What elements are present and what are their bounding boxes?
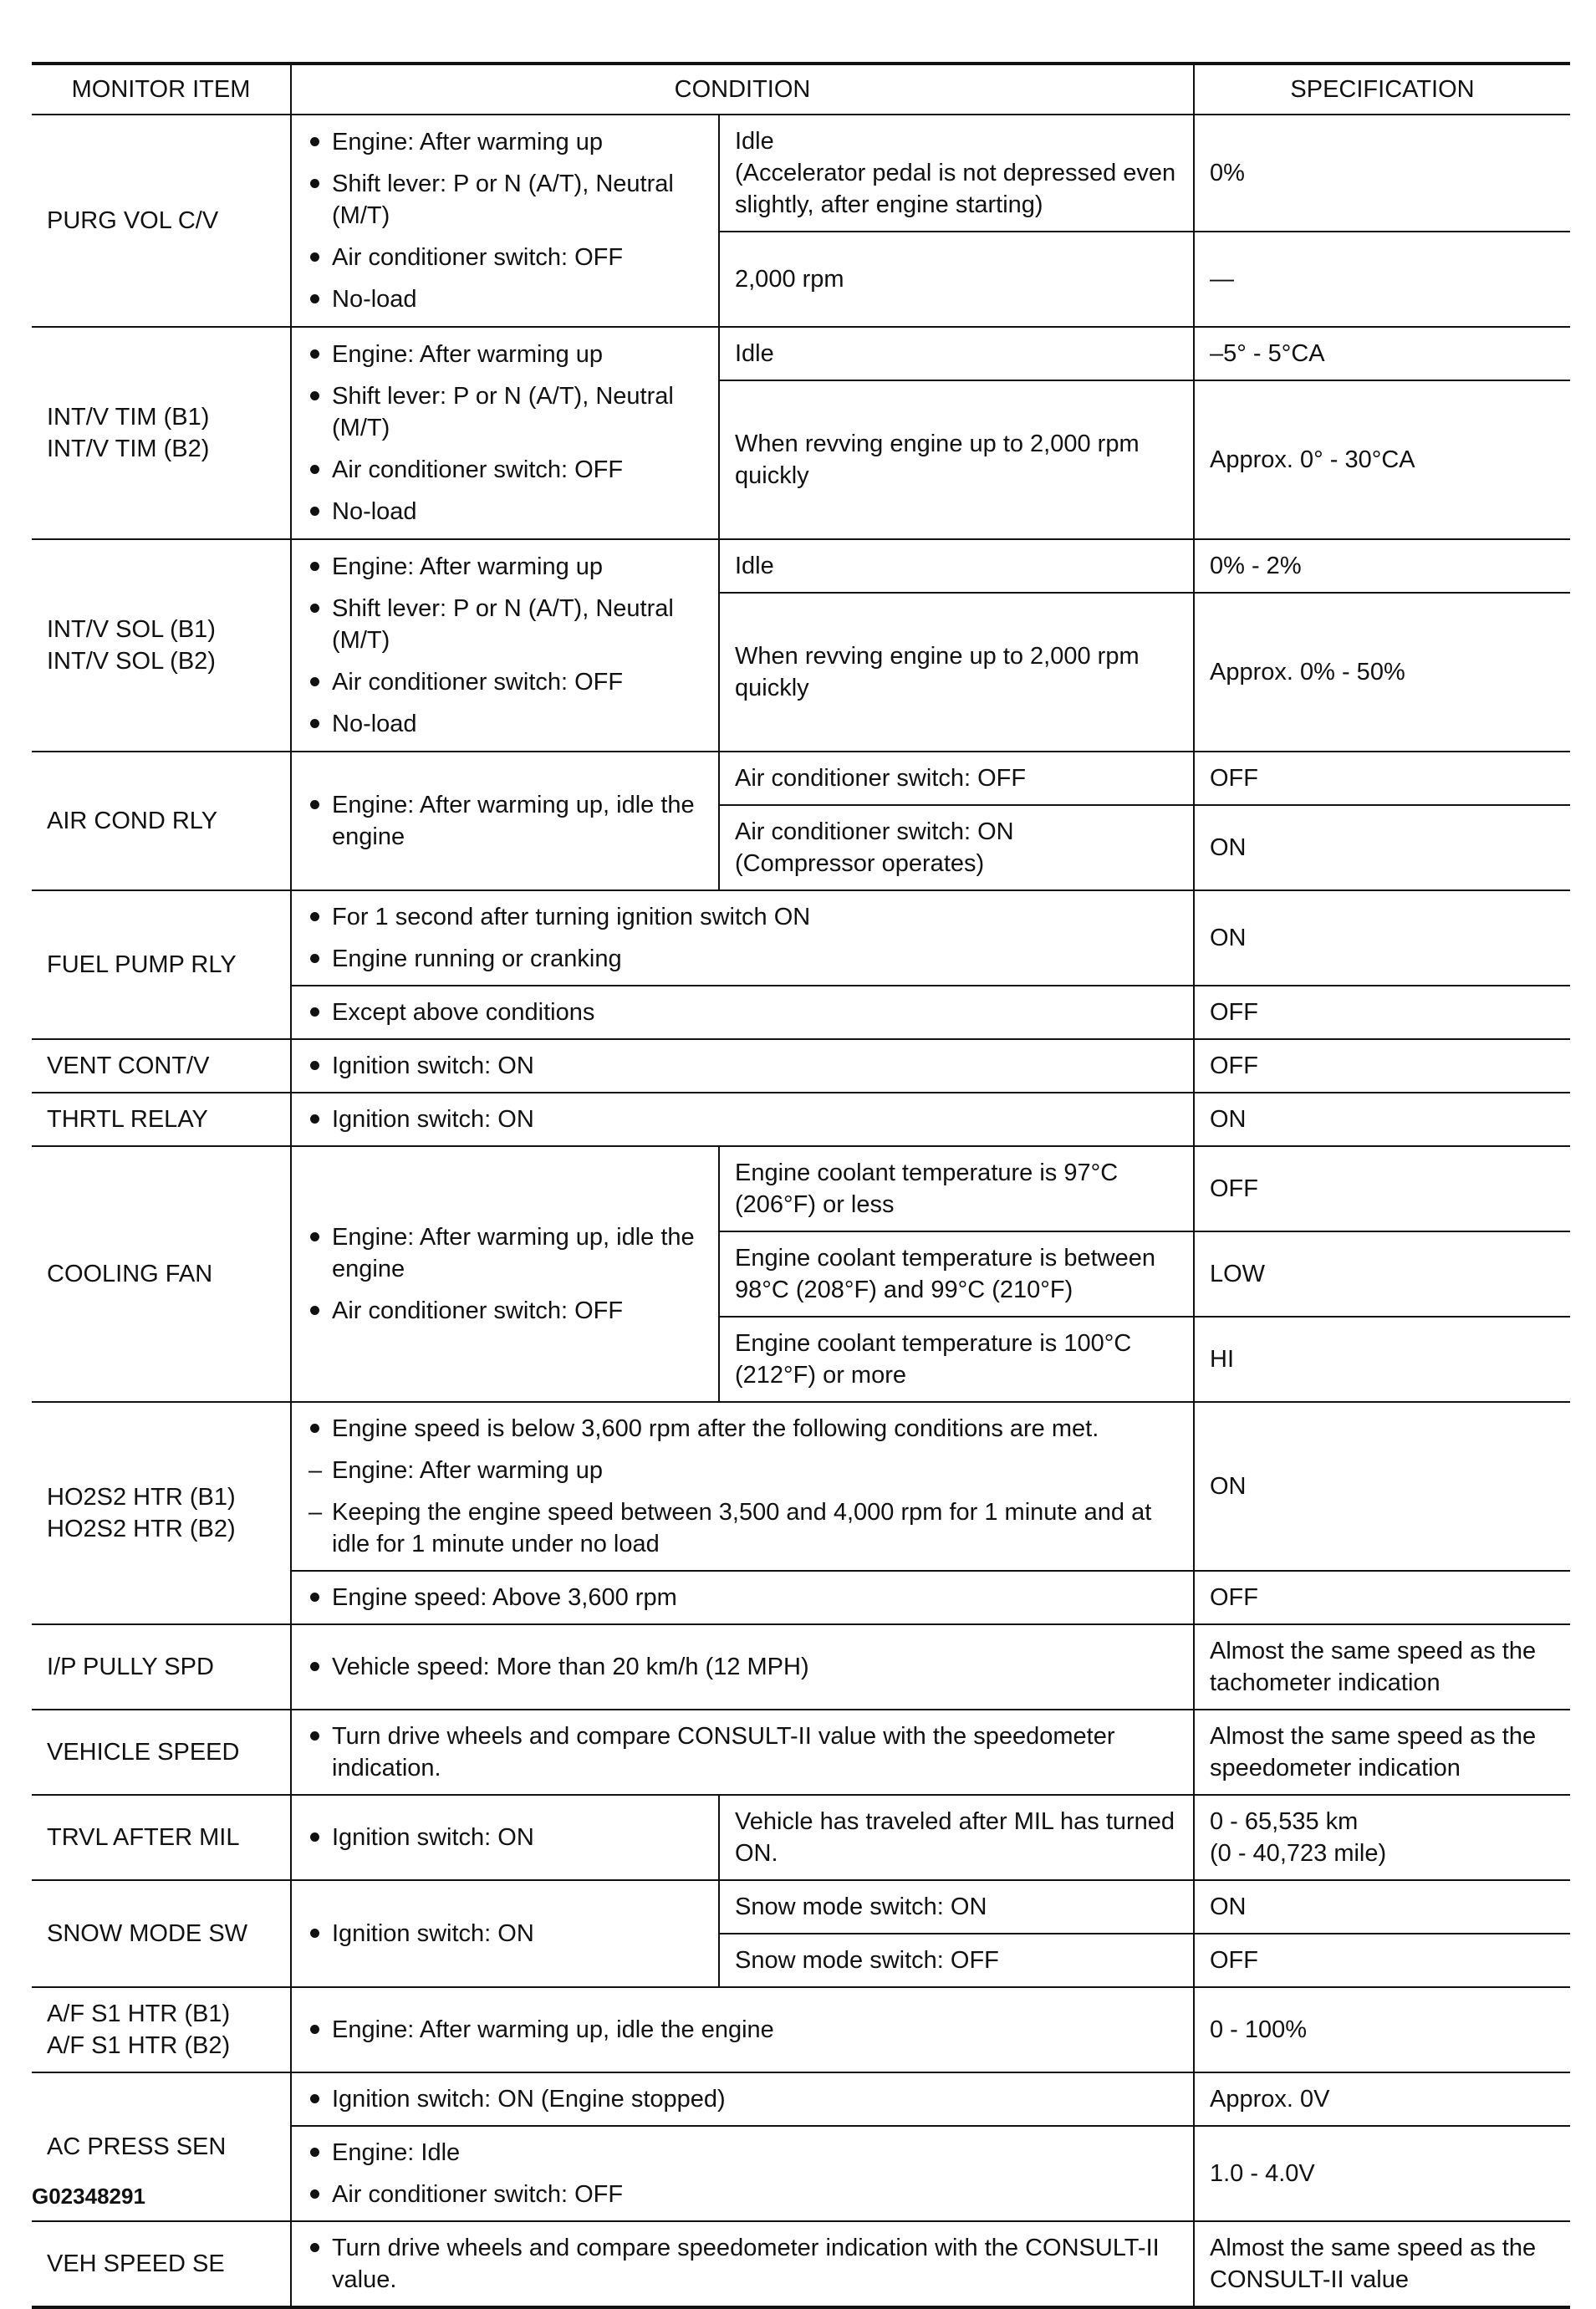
condition-bullet: Ignition switch: ON xyxy=(307,1822,703,1853)
condition-bullet: Engine: After warming up xyxy=(307,551,703,583)
condition-bullet: Shift lever: P or N (A/T), Neutral (M/T) xyxy=(307,380,703,444)
table-row xyxy=(32,752,1570,805)
sub-condition-cell: Idle xyxy=(719,539,1194,593)
condition-bullet: Engine speed: Above 3,600 rpm xyxy=(307,1582,1178,1613)
condition-bullet: Ignition switch: ON xyxy=(307,1918,703,1950)
condition-bullet: Engine: After warming up xyxy=(307,126,703,158)
table-row xyxy=(32,539,1570,593)
condition-dash-item: – Engine: After warming up xyxy=(307,1455,1178,1486)
sub-condition-cell: When revving engine up to 2,000 rpm quickly xyxy=(719,593,1194,752)
condition-cell xyxy=(291,986,1194,1039)
sub-condition-cell: Air conditioner switch: ON (Compressor operates) xyxy=(719,805,1194,890)
table-row xyxy=(32,1987,1570,2072)
table-row xyxy=(32,115,1570,232)
monitor-spec-table xyxy=(32,62,1570,2309)
sub-condition-cell: Snow mode switch: ON xyxy=(719,1880,1194,1934)
specification-cell: OFF xyxy=(1194,1039,1570,1093)
condition-bullet: Shift lever: P or N (A/T), Neutral (M/T) xyxy=(307,168,703,232)
condition-cell xyxy=(291,1093,1194,1146)
table-row xyxy=(32,1795,1570,1880)
condition-bullet: Ignition switch: ON xyxy=(307,1050,1178,1082)
monitor-item-cell: INT/V TIM (B1) INT/V TIM (B2) xyxy=(32,327,291,539)
sub-condition-cell: Engine coolant temperature is between 98°C (208°F) and 99°C (210°F) xyxy=(719,1231,1194,1317)
condition-cell xyxy=(291,2126,1194,2221)
condition-cell xyxy=(291,1402,1194,1571)
condition-cell xyxy=(291,1880,719,1987)
condition-bullet: Air conditioner switch: OFF xyxy=(307,1295,703,1327)
condition-bullet: Air conditioner switch: OFF xyxy=(307,666,703,698)
condition-bullet: Shift lever: P or N (A/T), Neutral (M/T) xyxy=(307,593,703,656)
condition-bullet: No-load xyxy=(307,283,703,315)
specification-cell: ON xyxy=(1194,1093,1570,1146)
header-condition: CONDITION xyxy=(291,64,1194,115)
condition-bullet: Ignition switch: ON (Engine stopped) xyxy=(307,2083,1178,2115)
specification-cell: Approx. 0% - 50% xyxy=(1194,593,1570,752)
condition-dash-item: – Keeping the engine speed between 3,500 and 4,000 rpm for 1 minute and at idle for 1 minute under no load xyxy=(307,1496,1178,1560)
condition-cell xyxy=(291,539,719,752)
condition-bullet: No-load xyxy=(307,496,703,528)
monitor-item-cell: VEH SPEED SE xyxy=(32,2221,291,2307)
table-header-row xyxy=(32,64,1570,115)
condition-bullet: Vehicle speed: More than 20 km/h (12 MPH) xyxy=(307,1651,1178,1683)
condition-cell xyxy=(291,1146,719,1402)
specification-cell: 0 - 65,535 km (0 - 40,723 mile) xyxy=(1194,1795,1570,1880)
condition-cell xyxy=(291,2221,1194,2307)
table-row xyxy=(32,1880,1570,1934)
specification-cell: HI xyxy=(1194,1317,1570,1402)
table-row xyxy=(32,1624,1570,1710)
condition-bullet: Engine speed is below 3,600 rpm after the following conditions are met. xyxy=(307,1413,1178,1445)
monitor-spec-table-page xyxy=(32,62,1570,2309)
specification-cell: –5° - 5°CA xyxy=(1194,327,1570,380)
monitor-item-cell: PURG VOL C/V xyxy=(32,115,291,327)
monitor-item-cell: A/F S1 HTR (B1) A/F S1 HTR (B2) xyxy=(32,1987,291,2072)
condition-cell xyxy=(291,1039,1194,1093)
condition-bullet: Engine: After warming up, idle the engine xyxy=(307,1221,703,1285)
condition-bullet: Air conditioner switch: OFF xyxy=(307,242,703,273)
specification-cell: ON xyxy=(1194,890,1570,986)
table-row xyxy=(32,1146,1570,1231)
specification-cell: LOW xyxy=(1194,1231,1570,1317)
condition-bullet: Engine: Idle xyxy=(307,2137,1178,2169)
sub-condition-cell: Snow mode switch: OFF xyxy=(719,1934,1194,1987)
table-row xyxy=(32,327,1570,380)
condition-cell xyxy=(291,1710,1194,1795)
monitor-item-cell: SNOW MODE SW xyxy=(32,1880,291,1987)
header-monitor-item: MONITOR ITEM xyxy=(32,64,291,115)
sub-condition-cell: Idle (Accelerator pedal is not depressed even slightly, after engine starting) xyxy=(719,115,1194,232)
specification-cell: ON xyxy=(1194,805,1570,890)
condition-cell xyxy=(291,327,719,539)
specification-cell: 0 - 100% xyxy=(1194,1987,1570,2072)
specification-cell: OFF xyxy=(1194,986,1570,1039)
specification-cell: 1.0 - 4.0V xyxy=(1194,2126,1570,2221)
table-row xyxy=(32,2072,1570,2126)
monitor-item-cell: VEHICLE SPEED xyxy=(32,1710,291,1795)
table-row xyxy=(32,1402,1570,1571)
monitor-item-cell: COOLING FAN xyxy=(32,1146,291,1402)
condition-bullet: Air conditioner switch: OFF xyxy=(307,2179,1178,2210)
specification-cell: OFF xyxy=(1194,752,1570,805)
table-row xyxy=(32,1710,1570,1795)
table-row xyxy=(32,2221,1570,2307)
condition-bullet: Turn drive wheels and compare speedometer indication with the CONSULT-II value. xyxy=(307,2232,1178,2296)
monitor-item-cell: AC PRESS SEN xyxy=(32,2072,291,2221)
specification-cell: Approx. 0° - 30°CA xyxy=(1194,380,1570,539)
monitor-item-cell: TRVL AFTER MIL xyxy=(32,1795,291,1880)
condition-cell xyxy=(291,1624,1194,1710)
specification-cell: Almost the same speed as the tachometer indication xyxy=(1194,1624,1570,1710)
specification-cell: ON xyxy=(1194,1880,1570,1934)
specification-cell: OFF xyxy=(1194,1934,1570,1987)
monitor-item-cell: I/P PULLY SPD xyxy=(32,1624,291,1710)
sub-condition-cell: 2,000 rpm xyxy=(719,232,1194,327)
monitor-item-cell: FUEL PUMP RLY xyxy=(32,890,291,1039)
condition-bullet: Engine running or cranking xyxy=(307,943,1178,975)
condition-cell xyxy=(291,2072,1194,2126)
condition-cell xyxy=(291,1795,719,1880)
condition-bullet: Air conditioner switch: OFF xyxy=(307,454,703,486)
condition-bullet: Except above conditions xyxy=(307,996,1178,1028)
specification-cell: 0% - 2% xyxy=(1194,539,1570,593)
monitor-item-cell: INT/V SOL (B1) INT/V SOL (B2) xyxy=(32,539,291,752)
sub-condition-cell: Idle xyxy=(719,327,1194,380)
specification-cell: 0% xyxy=(1194,115,1570,232)
condition-cell xyxy=(291,115,719,327)
sub-condition-cell: Engine coolant temperature is 100°C (212°F) or more xyxy=(719,1317,1194,1402)
specification-cell: OFF xyxy=(1194,1146,1570,1231)
sub-condition-cell: Engine coolant temperature is 97°C (206°F) or less xyxy=(719,1146,1194,1231)
sub-condition-cell: Vehicle has traveled after MIL has turned ON. xyxy=(719,1795,1194,1880)
specification-cell: — xyxy=(1194,232,1570,327)
table-row xyxy=(32,1093,1570,1146)
condition-bullet: Turn drive wheels and compare CONSULT-II value with the speedometer indication. xyxy=(307,1720,1178,1784)
condition-bullet: Ignition switch: ON xyxy=(307,1104,1178,1135)
condition-cell xyxy=(291,1571,1194,1624)
header-specification: SPECIFICATION xyxy=(1194,64,1570,115)
specification-cell: Almost the same speed as the CONSULT-II value xyxy=(1194,2221,1570,2307)
condition-bullet: Engine: After warming up, idle the engine xyxy=(307,789,703,853)
condition-bullet: Engine: After warming up xyxy=(307,339,703,370)
monitor-item-cell: AIR COND RLY xyxy=(32,752,291,890)
sub-condition-cell: Air conditioner switch: OFF xyxy=(719,752,1194,805)
condition-bullet: For 1 second after turning ignition switch ON xyxy=(307,901,1178,933)
figure-code: G02348291 xyxy=(32,2184,145,2209)
condition-cell xyxy=(291,1987,1194,2072)
specification-cell: Approx. 0V xyxy=(1194,2072,1570,2126)
specification-cell: OFF xyxy=(1194,1571,1570,1624)
condition-bullet: Engine: After warming up, idle the engine xyxy=(307,2014,1178,2046)
monitor-item-cell: THRTL RELAY xyxy=(32,1093,291,1146)
sub-condition-cell: When revving engine up to 2,000 rpm quickly xyxy=(719,380,1194,539)
monitor-item-cell: VENT CONT/V xyxy=(32,1039,291,1093)
condition-cell xyxy=(291,890,1194,986)
condition-bullet: No-load xyxy=(307,708,703,740)
condition-cell xyxy=(291,752,719,890)
specification-cell: Almost the same speed as the speedometer indication xyxy=(1194,1710,1570,1795)
specification-cell: ON xyxy=(1194,1402,1570,1571)
monitor-item-cell: HO2S2 HTR (B1) HO2S2 HTR (B2) xyxy=(32,1402,291,1624)
table-row xyxy=(32,890,1570,986)
table-row xyxy=(32,1039,1570,1093)
